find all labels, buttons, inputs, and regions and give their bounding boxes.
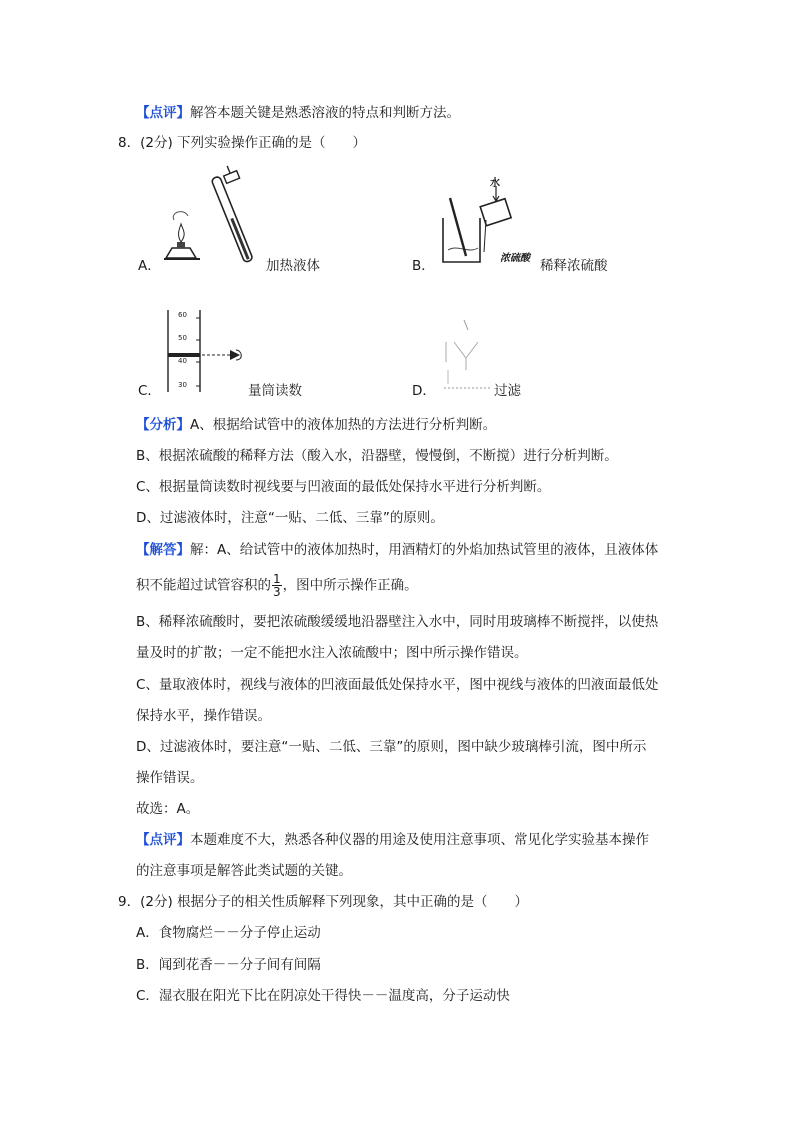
question-9-stem: 9．(2分) 根据分子的相关性质解释下列现象，其中正确的是（ ） [118, 894, 529, 910]
comment-text-1: 本题难度不大，熟悉各种仪器的用途及使用注意事项、常见化学实验基本操作 [190, 832, 649, 848]
answer-text-a1: 解：A、给试管中的液体加热时，用酒精灯的外焰加热试管里的液体，且液体体 [190, 542, 659, 558]
fraction-denominator: 3 [273, 585, 281, 599]
option-d-caption: 过滤 [494, 383, 521, 399]
water-label: 水 [490, 178, 500, 189]
answer-line-d1: D、过滤液体时，要注意“一贴、二低、三靠”的原则，图中缺少玻璃棒引流，图中所示 [136, 739, 647, 755]
analysis-text-a: A、根据给试管中的液体加热的方法进行分析判断。 [190, 417, 497, 433]
answer-text-a2-pre: 积不能超过试管容积的 [136, 577, 271, 594]
tick-50: 50 [178, 334, 187, 342]
comment-line-1 [136, 830, 649, 850]
answer-line-d2: 操作错误。 [136, 770, 204, 786]
answer-text-a2-post: ，图中所示操作正确。 [282, 577, 418, 594]
prev-comment [136, 103, 460, 123]
answer-line-b1: B、稀释浓硫酸时，要把浓硫酸缓缓地沿器壁注入水中，同时用玻璃棒不断搅拌，以使热 [136, 614, 659, 630]
fraction-numerator: 1 [273, 572, 281, 586]
fraction-one-third [272, 573, 282, 598]
analysis-line-c: C、根据量筒读数时视线要与凹液面的最低处保持水平进行分析判断。 [136, 479, 551, 495]
answer-line-c2: 保持水平，操作错误。 [136, 708, 271, 724]
heating-liquid-figure [160, 170, 270, 270]
option-c-letter: C． [138, 383, 161, 399]
option-d-letter: D． [412, 383, 436, 399]
option-a-letter: A． [138, 258, 161, 274]
q9-option-b: B．闻到花香－－分子间有间隔 [136, 957, 321, 973]
cylinder-reading-figure [160, 310, 260, 395]
analysis-line-a [136, 415, 496, 435]
answer-line-a2 [136, 573, 418, 598]
comment-text: 解答本题关键是熟悉溶液的特点和判断方法。 [190, 105, 460, 121]
option-b-letter: B． [412, 258, 435, 274]
answer-line-a1 [136, 540, 658, 560]
option-b-caption: 稀释浓硫酸 [540, 258, 608, 274]
answer-tag: 【解答】 [136, 542, 190, 558]
answer-line-c1: C、量取液体时，视线与液体的凹液面最低处保持水平，图中视线与液体的凹液面最低处 [136, 677, 659, 693]
comment-tag-q8: 【点评】 [136, 832, 190, 848]
q9-option-c: C．湿衣服在阳光下比在阴凉处干得快－－温度高，分子运动快 [136, 988, 510, 1004]
comment-line-2: 的注意事项是解答此类试题的关键。 [136, 863, 352, 879]
analysis-line-d: D、过滤液体时，注意“一贴、二低、三靠”的原则。 [136, 510, 444, 526]
dilute-acid-figure [438, 180, 548, 270]
comment-tag: 【点评】 [136, 105, 190, 121]
tick-30: 30 [178, 381, 187, 389]
answer-line-b2: 量及时的扩散；一定不能把水注入浓硫酸中；图中所示操作错误。 [136, 645, 528, 661]
answer-choice: 故选：A。 [136, 801, 200, 817]
question-8-stem: 8．(2分) 下列实验操作正确的是（ ） [118, 135, 367, 151]
q9-option-a: A．食物腐烂－－分子停止运动 [136, 925, 321, 941]
tick-60: 60 [178, 311, 187, 319]
analysis-tag: 【分析】 [136, 417, 190, 433]
acid-label: 浓硫酸 [500, 253, 530, 264]
analysis-line-b: B、根据浓硫酸的稀释方法（酸入水，沿器壁，慢慢倒，不断搅）进行分析判断。 [136, 448, 618, 464]
filtration-figure [438, 318, 498, 393]
tick-40: 40 [178, 357, 187, 365]
option-c-caption: 量筒读数 [248, 383, 302, 399]
option-a-caption: 加热液体 [266, 258, 320, 274]
